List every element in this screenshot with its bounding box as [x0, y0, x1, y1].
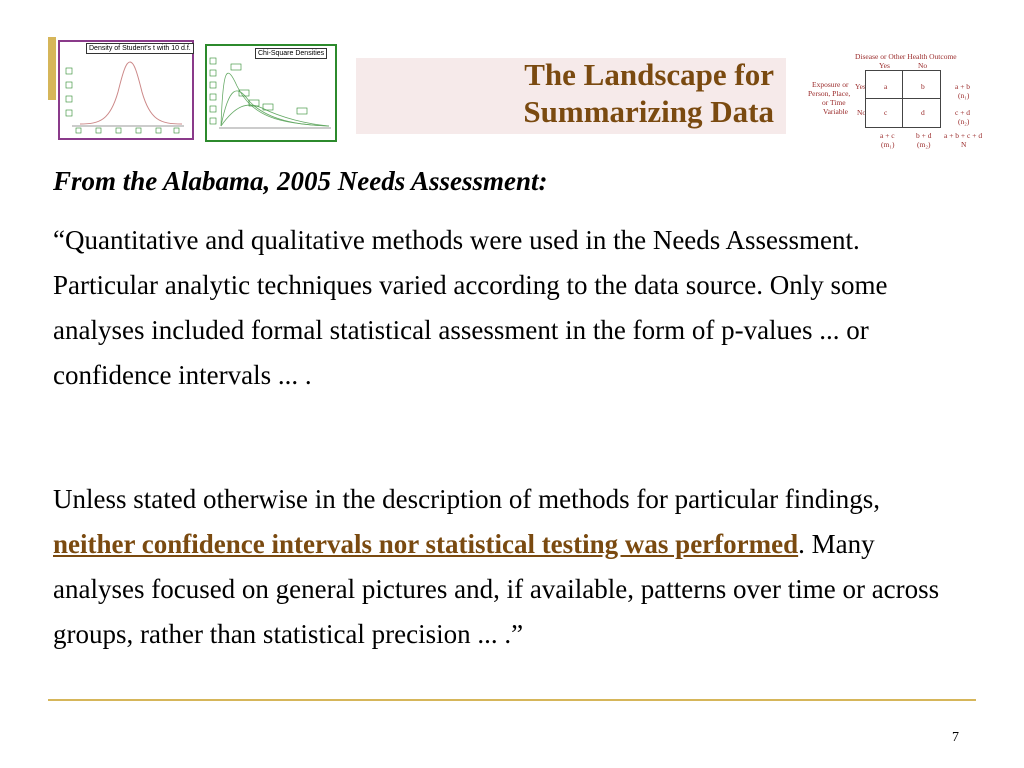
slide-title [356, 56, 774, 130]
table-grid-vline [902, 71, 903, 127]
chi-square-thumbnail [205, 44, 337, 142]
title-line-1: The Landscape for [524, 57, 774, 92]
table-grid [865, 70, 941, 128]
col1-total: a + c [880, 131, 895, 140]
row1-total-sub: (n₁) [958, 91, 970, 100]
col2-total-sub: (m₂) [917, 140, 931, 149]
row2-total-sub: (n₂) [958, 117, 970, 126]
paragraph2-before: Unless stated otherwise in the description of methods for particular findings, [53, 484, 881, 514]
row1-total: a + b [955, 82, 971, 91]
quote-paragraph-2 [53, 477, 943, 657]
row-label-1: Exposure or [812, 80, 849, 89]
cell-b: b [921, 82, 925, 91]
quote-paragraph-1: “Quantitative and qualitative methods were used in the Needs Assessment. Particular analytic techniques varied according to the data source. Only some analyses included formal statistical assessment in the form of p-values ... or confidence intervals ... . [53, 225, 888, 390]
row-no-label: No [857, 108, 867, 117]
grand-total: a + b + c + d [944, 131, 983, 140]
table-header: Disease or Other Health Outcome [855, 52, 957, 61]
chi-square-title: Chi-Square Densities [255, 48, 327, 59]
chi-square-plot [207, 46, 335, 140]
grand-total-sub: N [961, 140, 967, 149]
row-label-4: Variable [823, 107, 848, 116]
cell-c: c [884, 108, 888, 117]
row2-total: c + d [955, 108, 971, 117]
t-distribution-plot [60, 42, 192, 138]
bottom-rule [48, 699, 976, 701]
paragraph2-after: . Many analyses focused on general pictures and, if available, patterns over time or across groups, rather than statistical precision ... .” [53, 529, 940, 649]
col1-total-sub: (m₁) [881, 140, 895, 149]
row-label-3: or Time [822, 98, 846, 107]
row-yes-label: Yes [855, 82, 866, 91]
page-number: 7 [952, 730, 959, 745]
title-line-2: Summarizing Data [523, 94, 774, 129]
col2-total: b + d [916, 131, 932, 140]
slide-subtitle: From the Alabama, 2005 Needs Assessment: [53, 166, 548, 196]
cell-a: a [884, 82, 888, 91]
row-label-2: Person, Place, [808, 89, 851, 98]
col-no-label: No [918, 61, 928, 70]
col-yes-label: Yes [879, 61, 890, 70]
table-grid-hline [866, 98, 940, 99]
left-accent-bar [48, 37, 56, 100]
t-distribution-title: Density of Student's t with 10 d.f. [86, 43, 194, 54]
t-distribution-thumbnail [58, 40, 194, 140]
paragraph2-emphasis: neither confidence intervals nor statistical testing was performed [53, 529, 799, 559]
cell-d: d [921, 108, 925, 117]
